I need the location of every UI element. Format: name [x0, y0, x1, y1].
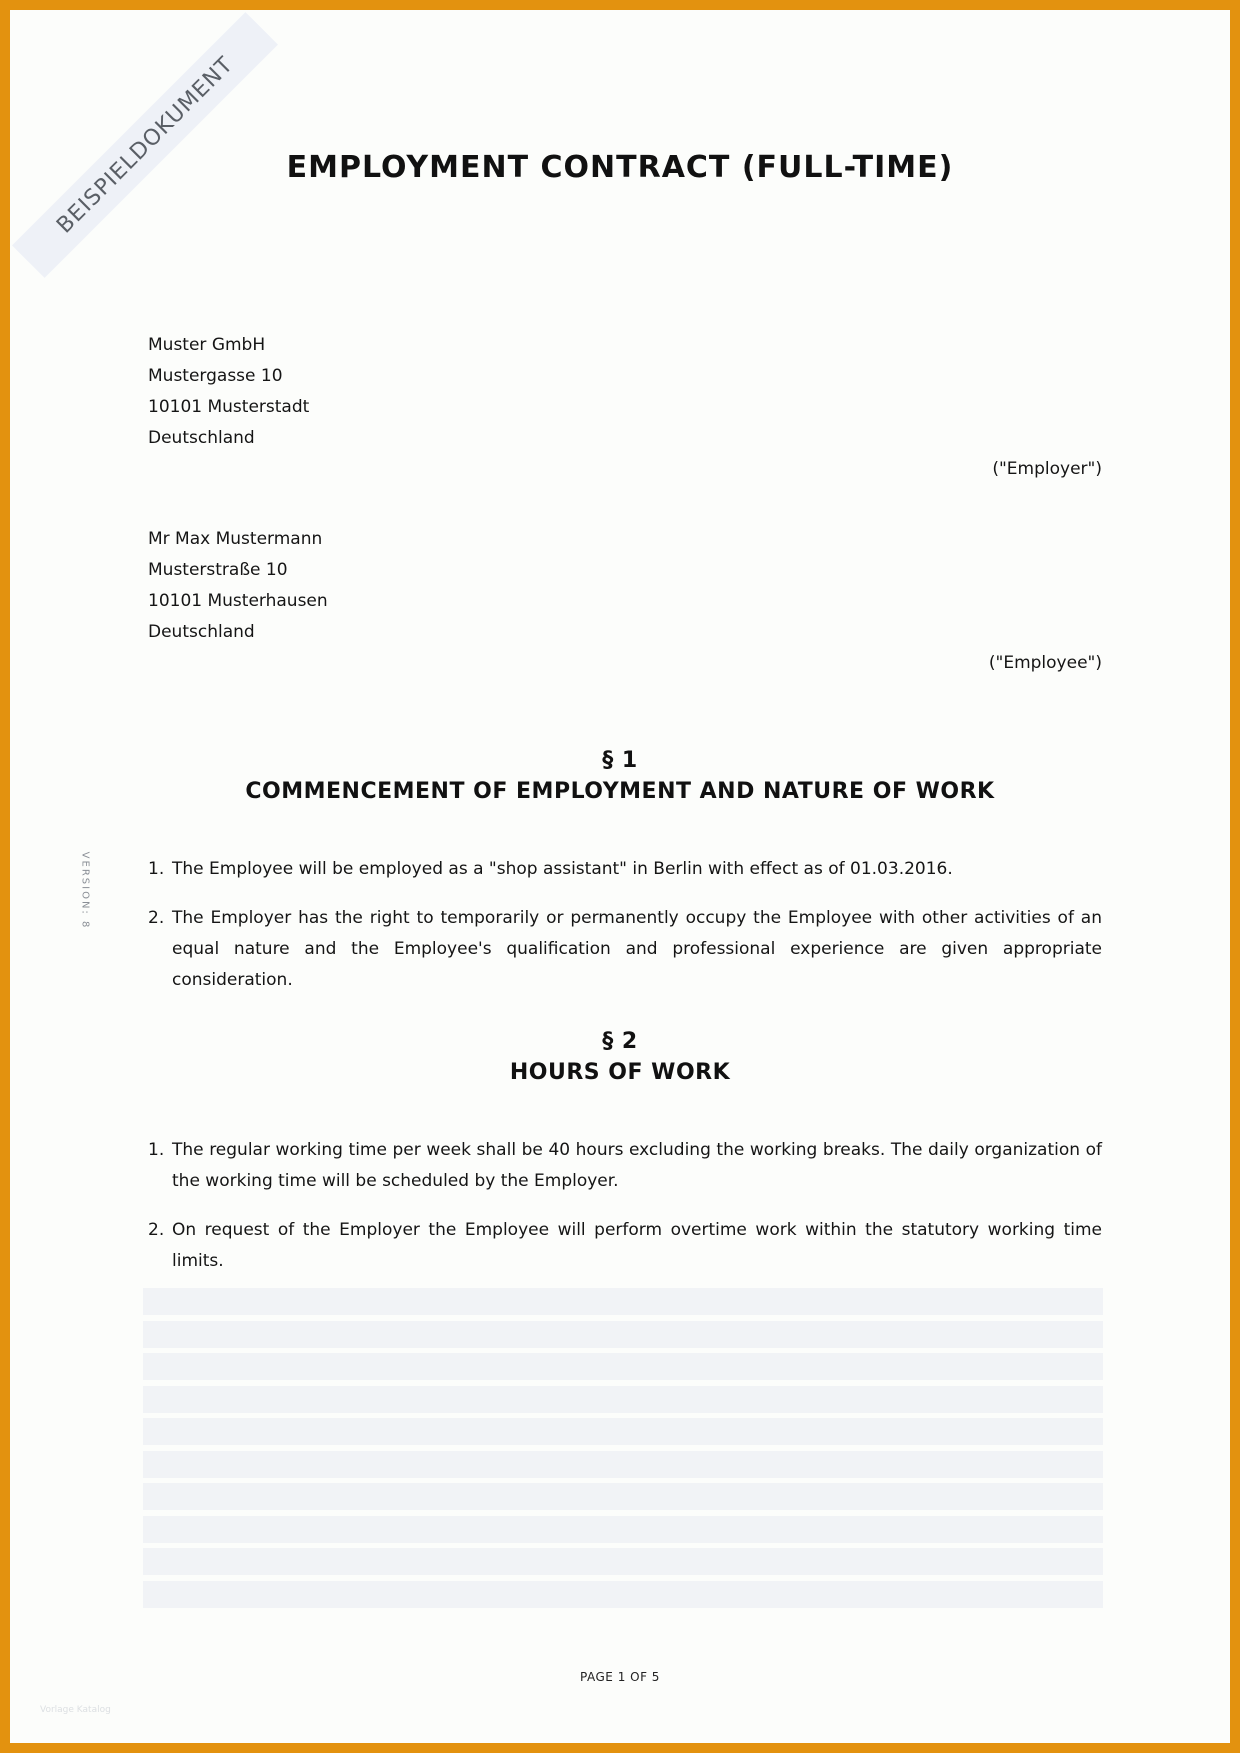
placeholder-line — [143, 1451, 1103, 1478]
section-1-clauses — [148, 854, 1102, 1014]
employer-address-line: Deutschland — [148, 428, 255, 448]
watermark: Vorlage Katalog — [40, 1705, 111, 1715]
section-title: HOURS OF WORK — [509, 1060, 731, 1085]
clause-number: 1. — [148, 859, 165, 879]
clause-text: The regular working time per week shall be 40 hours excluding the working breaks. The daily organization of the working time will be scheduled by the Employer. — [172, 1140, 1102, 1191]
placeholder-line — [143, 1581, 1103, 1608]
clause-text: The Employer has the right to temporarily or permanently occupy the Employee with other activities of an equal nature and the Employee's qualification and professional experience are given appropriate consideration. — [172, 908, 1102, 990]
version-label: VERSION: 8 — [79, 851, 91, 930]
clause-number: 1. — [148, 1140, 165, 1160]
placeholder-line — [143, 1288, 1103, 1315]
clause-item — [148, 1135, 1102, 1197]
placeholder-line — [143, 1386, 1103, 1413]
clause-number: 2. — [148, 1220, 165, 1240]
section-1-heading — [10, 745, 1230, 807]
employer-address-line: 10101 Musterstadt — [148, 397, 310, 417]
placeholder-line — [143, 1418, 1103, 1445]
employer-block — [148, 330, 1102, 485]
employee-address-line: 10101 Musterhausen — [148, 591, 328, 611]
employee-address-line: Mr Max Mustermann — [148, 529, 323, 549]
employee-address — [148, 524, 1102, 648]
sample-document-ribbon — [12, 12, 278, 278]
employee-role-label: ("Employee") — [988, 653, 1102, 673]
employer-role-label: ("Employer") — [992, 459, 1102, 479]
placeholder-line — [143, 1516, 1103, 1543]
clause-item — [148, 854, 1102, 885]
employer-address-line: Mustergasse 10 — [148, 366, 283, 386]
section-title: COMMENCEMENT OF EMPLOYMENT AND NATURE OF WORK — [245, 779, 995, 804]
clause-number: 2. — [148, 908, 165, 928]
hidden-content-placeholder — [143, 1288, 1103, 1613]
employer-address — [148, 330, 1102, 454]
clause-item — [148, 903, 1102, 996]
employee-block — [148, 524, 1102, 679]
section-number: § 1 — [602, 748, 638, 773]
section-2-heading — [10, 1026, 1230, 1088]
placeholder-line — [143, 1483, 1103, 1510]
page-number: PAGE 1 OF 5 — [580, 1670, 660, 1684]
document-title: EMPLOYMENT CONTRACT (FULL-TIME) — [286, 150, 954, 185]
placeholder-line — [143, 1353, 1103, 1380]
placeholder-line — [143, 1548, 1103, 1575]
employee-address-line: Musterstraße 10 — [148, 560, 288, 580]
employee-address-line: Deutschland — [148, 622, 255, 642]
clause-item — [148, 1215, 1102, 1277]
ribbon-text: BEISPIELDOKUMENT — [51, 51, 239, 239]
employer-address-line: Muster GmbH — [148, 335, 266, 355]
document-page — [10, 10, 1230, 1743]
clause-text: The Employee will be employed as a "shop assistant" in Berlin with effect as of 01.03.2016. — [172, 859, 953, 879]
clause-text: On request of the Employer the Employee will perform overtime work within the statutory working time limits. — [172, 1220, 1102, 1271]
placeholder-line — [143, 1321, 1103, 1348]
section-number: § 2 — [602, 1029, 638, 1054]
section-2-clauses — [148, 1135, 1102, 1295]
